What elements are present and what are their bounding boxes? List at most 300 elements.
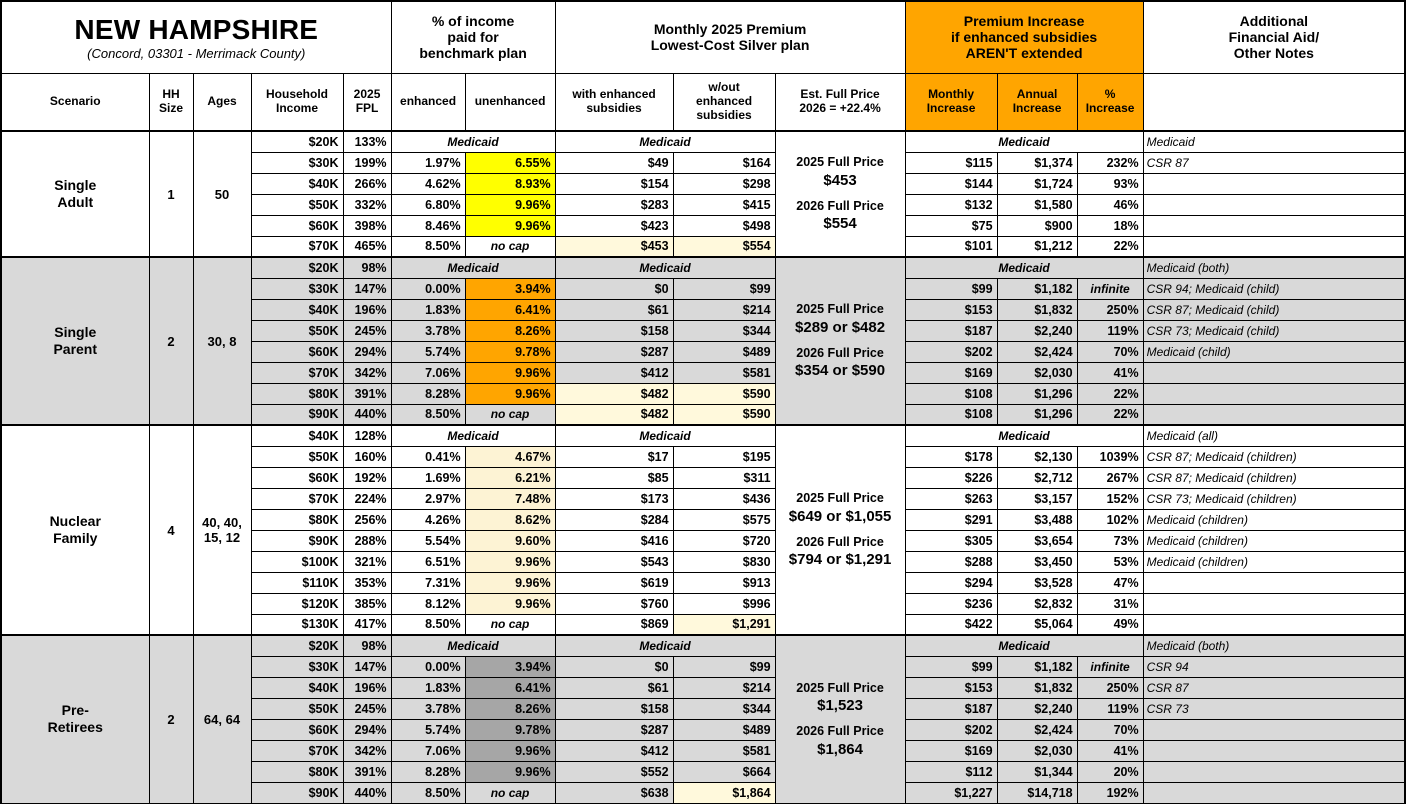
cell-additional-notes: Medicaid (both) (1143, 257, 1405, 278)
cell-unenhanced-pct: 9.96% (465, 194, 555, 215)
cell-annual-increase: $1,212 (997, 236, 1077, 257)
cell-monthly-increase: $112 (905, 761, 997, 782)
cell-additional-notes: CSR 73; Medicaid (child) (1143, 320, 1405, 341)
cell-enhanced-pct: 1.83% (391, 677, 465, 698)
cell-household-income: $70K (251, 488, 343, 509)
cell-premium-with-subsidies: $619 (555, 572, 673, 593)
cell-household-income: $100K (251, 551, 343, 572)
cell-fpl: 98% (343, 257, 391, 278)
cell-fpl: 160% (343, 446, 391, 467)
cell-additional-notes: CSR 94 (1143, 656, 1405, 677)
cell-premium-without-subsidies: $664 (673, 761, 775, 782)
cell-additional-notes: Medicaid (children) (1143, 530, 1405, 551)
scenario-hh-size: 2 (149, 635, 193, 803)
cell-pct-increase: 46% (1077, 194, 1143, 215)
cell-premium-with-subsidies: $552 (555, 761, 673, 782)
cell-additional-notes: CSR 87; Medicaid (children) (1143, 467, 1405, 488)
cell-pct-increase: 119% (1077, 698, 1143, 719)
cell-medicaid-premium: Medicaid (555, 131, 775, 152)
cell-monthly-increase: $75 (905, 215, 997, 236)
cell-est-full-price: 2025 Full Price $649 or $1,055 2026 Full Price $794 or $1,291 (775, 425, 905, 635)
cell-enhanced-pct: 7.06% (391, 740, 465, 761)
cell-fpl: 196% (343, 677, 391, 698)
cell-monthly-increase: $99 (905, 656, 997, 677)
cell-unenhanced-pct: 9.96% (465, 740, 555, 761)
header-income-pct: % of income paid for benchmark plan (391, 1, 555, 73)
cell-additional-notes: Medicaid (all) (1143, 425, 1405, 446)
cell-unenhanced-pct: 7.48% (465, 488, 555, 509)
cell-household-income: $110K (251, 572, 343, 593)
cell-fpl: 256% (343, 509, 391, 530)
subheader-enhanced: enhanced (391, 73, 465, 131)
cell-fpl: 245% (343, 320, 391, 341)
cell-fpl: 353% (343, 572, 391, 593)
cell-fpl: 199% (343, 152, 391, 173)
cell-household-income: $80K (251, 509, 343, 530)
cell-annual-increase: $14,718 (997, 782, 1077, 803)
cell-annual-increase: $2,240 (997, 320, 1077, 341)
cell-fpl: 321% (343, 551, 391, 572)
cell-pct-increase: 192% (1077, 782, 1143, 803)
cell-pct-increase: 70% (1077, 719, 1143, 740)
cell-household-income: $70K (251, 236, 343, 257)
cell-premium-without-subsidies: $498 (673, 215, 775, 236)
cell-enhanced-pct: 1.97% (391, 152, 465, 173)
cell-premium-with-subsidies: $17 (555, 446, 673, 467)
cell-household-income: $50K (251, 320, 343, 341)
cell-monthly-increase: $132 (905, 194, 997, 215)
cell-premium-without-subsidies: $581 (673, 362, 775, 383)
cell-unenhanced-pct: 9.96% (465, 761, 555, 782)
cell-premium-with-subsidies: $543 (555, 551, 673, 572)
cell-premium-without-subsidies: $99 (673, 656, 775, 677)
cell-medicaid-premium: Medicaid (555, 257, 775, 278)
header-monthly-premium: Monthly 2025 Premium Lowest-Cost Silver plan (555, 1, 905, 73)
cell-household-income: $40K (251, 425, 343, 446)
scenario-name: Single Parent (1, 257, 149, 425)
cell-unenhanced-pct: no cap (465, 614, 555, 635)
subheader-notes (1143, 73, 1405, 131)
cell-annual-increase: $5,064 (997, 614, 1077, 635)
cell-premium-without-subsidies: $996 (673, 593, 775, 614)
cell-premium-with-subsidies: $287 (555, 719, 673, 740)
subheader-unenhanced: unenhanced (465, 73, 555, 131)
cell-household-income: $30K (251, 152, 343, 173)
cell-fpl: 147% (343, 278, 391, 299)
scenario-hh-size: 4 (149, 425, 193, 635)
cell-monthly-increase: $187 (905, 698, 997, 719)
cell-annual-increase: $1,374 (997, 152, 1077, 173)
cell-pct-increase: infinite (1077, 656, 1143, 677)
cell-monthly-increase: $115 (905, 152, 997, 173)
cell-household-income: $30K (251, 278, 343, 299)
cell-fpl: 440% (343, 404, 391, 425)
cell-household-income: $40K (251, 677, 343, 698)
cell-household-income: $30K (251, 656, 343, 677)
cell-pct-increase: 102% (1077, 509, 1143, 530)
cell-fpl: 224% (343, 488, 391, 509)
cell-premium-with-subsidies: $284 (555, 509, 673, 530)
table-row (1, 131, 1405, 152)
cell-additional-notes: CSR 87 (1143, 677, 1405, 698)
cell-household-income: $60K (251, 719, 343, 740)
subheader-monthly-increase: Monthly Increase (905, 73, 997, 131)
cell-fpl: 391% (343, 761, 391, 782)
cell-fpl: 196% (343, 299, 391, 320)
cell-pct-increase: 20% (1077, 761, 1143, 782)
cell-additional-notes: CSR 87; Medicaid (children) (1143, 446, 1405, 467)
subheader-with-subsidies: with enhanced subsidies (555, 73, 673, 131)
cell-fpl: 417% (343, 614, 391, 635)
cell-premium-without-subsidies: $720 (673, 530, 775, 551)
cell-monthly-increase: $305 (905, 530, 997, 551)
cell-household-income: $40K (251, 173, 343, 194)
cell-additional-notes (1143, 740, 1405, 761)
cell-monthly-increase: $169 (905, 362, 997, 383)
cell-additional-notes: CSR 94; Medicaid (child) (1143, 278, 1405, 299)
cell-annual-increase: $2,712 (997, 467, 1077, 488)
header-additional-notes: Additional Financial Aid/ Other Notes (1143, 1, 1405, 73)
cell-premium-with-subsidies: $283 (555, 194, 673, 215)
cell-medicaid-increase: Medicaid (905, 425, 1143, 446)
cell-pct-increase: 49% (1077, 614, 1143, 635)
cell-additional-notes (1143, 236, 1405, 257)
cell-enhanced-pct: 7.06% (391, 362, 465, 383)
cell-household-income: $90K (251, 530, 343, 551)
cell-additional-notes (1143, 404, 1405, 425)
cell-premium-without-subsidies: $1,291 (673, 614, 775, 635)
cell-monthly-increase: $178 (905, 446, 997, 467)
title-block (1, 1, 391, 73)
cell-fpl: 133% (343, 131, 391, 152)
cell-unenhanced-pct: 3.94% (465, 656, 555, 677)
cell-premium-with-subsidies: $869 (555, 614, 673, 635)
cell-pct-increase: 93% (1077, 173, 1143, 194)
cell-pct-increase: 22% (1077, 383, 1143, 404)
cell-premium-with-subsidies: $85 (555, 467, 673, 488)
cell-medicaid-benchmark: Medicaid (391, 635, 555, 656)
cell-household-income: $50K (251, 194, 343, 215)
cell-monthly-increase: $153 (905, 299, 997, 320)
cell-medicaid-increase: Medicaid (905, 131, 1143, 152)
cell-monthly-increase: $1,227 (905, 782, 997, 803)
cell-unenhanced-pct: 8.26% (465, 320, 555, 341)
subheader-household-income: Household Income (251, 73, 343, 131)
cell-medicaid-premium: Medicaid (555, 635, 775, 656)
cell-premium-with-subsidies: $416 (555, 530, 673, 551)
cell-monthly-increase: $101 (905, 236, 997, 257)
cell-pct-increase: 22% (1077, 236, 1143, 257)
cell-est-full-price: 2025 Full Price $1,523 2026 Full Price $1,864 (775, 635, 905, 803)
cell-fpl: 398% (343, 215, 391, 236)
cell-household-income: $60K (251, 215, 343, 236)
cell-additional-notes (1143, 194, 1405, 215)
cell-premium-with-subsidies: $0 (555, 656, 673, 677)
cell-monthly-increase: $144 (905, 173, 997, 194)
cell-unenhanced-pct: 6.41% (465, 677, 555, 698)
cell-unenhanced-pct: no cap (465, 236, 555, 257)
cell-enhanced-pct: 3.78% (391, 698, 465, 719)
cell-monthly-increase: $108 (905, 404, 997, 425)
cell-fpl: 294% (343, 719, 391, 740)
cell-premium-without-subsidies: $489 (673, 719, 775, 740)
cell-additional-notes: CSR 87 (1143, 152, 1405, 173)
cell-premium-without-subsidies: $298 (673, 173, 775, 194)
cell-monthly-increase: $187 (905, 320, 997, 341)
cell-enhanced-pct: 8.28% (391, 383, 465, 404)
cell-unenhanced-pct: 9.96% (465, 593, 555, 614)
cell-unenhanced-pct: 6.21% (465, 467, 555, 488)
cell-household-income: $60K (251, 467, 343, 488)
subheader-pct-increase: % Increase (1077, 73, 1143, 131)
subheader-ages: Ages (193, 73, 251, 131)
cell-premium-with-subsidies: $760 (555, 593, 673, 614)
cell-additional-notes: Medicaid (child) (1143, 341, 1405, 362)
cell-monthly-increase: $202 (905, 341, 997, 362)
cell-household-income: $80K (251, 761, 343, 782)
cell-additional-notes (1143, 614, 1405, 635)
header-premium-increase: Premium Increase if enhanced subsidies AREN'T extended (905, 1, 1143, 73)
cell-premium-without-subsidies: $99 (673, 278, 775, 299)
scenario-name: Nuclear Family (1, 425, 149, 635)
cell-premium-without-subsidies: $830 (673, 551, 775, 572)
cell-annual-increase: $1,832 (997, 299, 1077, 320)
cell-unenhanced-pct: 9.78% (465, 719, 555, 740)
cell-unenhanced-pct: 4.67% (465, 446, 555, 467)
cell-est-full-price: 2025 Full Price $289 or $482 2026 Full Price $354 or $590 (775, 257, 905, 425)
cell-unenhanced-pct: 9.60% (465, 530, 555, 551)
cell-medicaid-increase: Medicaid (905, 257, 1143, 278)
cell-pct-increase: 1039% (1077, 446, 1143, 467)
cell-pct-increase: 232% (1077, 152, 1143, 173)
cell-annual-increase: $1,724 (997, 173, 1077, 194)
cell-monthly-increase: $99 (905, 278, 997, 299)
cell-unenhanced-pct: 6.41% (465, 299, 555, 320)
cell-premium-with-subsidies: $482 (555, 383, 673, 404)
cell-medicaid-benchmark: Medicaid (391, 425, 555, 446)
cell-household-income: $90K (251, 404, 343, 425)
cell-annual-increase: $2,240 (997, 698, 1077, 719)
cell-annual-increase: $3,157 (997, 488, 1077, 509)
cell-monthly-increase: $169 (905, 740, 997, 761)
cell-unenhanced-pct: 8.62% (465, 509, 555, 530)
cell-premium-without-subsidies: $311 (673, 467, 775, 488)
cell-medicaid-premium: Medicaid (555, 425, 775, 446)
cell-unenhanced-pct: no cap (465, 404, 555, 425)
cell-household-income: $80K (251, 383, 343, 404)
cell-enhanced-pct: 2.97% (391, 488, 465, 509)
cell-premium-without-subsidies: $581 (673, 740, 775, 761)
cell-premium-without-subsidies: $913 (673, 572, 775, 593)
cell-enhanced-pct: 7.31% (391, 572, 465, 593)
cell-fpl: 342% (343, 740, 391, 761)
cell-premium-with-subsidies: $0 (555, 278, 673, 299)
scenario-ages: 30, 8 (193, 257, 251, 425)
cell-premium-with-subsidies: $423 (555, 215, 673, 236)
cell-annual-increase: $3,528 (997, 572, 1077, 593)
subheader-hh-size: HH Size (149, 73, 193, 131)
cell-enhanced-pct: 8.50% (391, 236, 465, 257)
cell-additional-notes: Medicaid (children) (1143, 551, 1405, 572)
cell-premium-without-subsidies: $344 (673, 698, 775, 719)
cell-premium-without-subsidies: $1,864 (673, 782, 775, 803)
cell-monthly-increase: $263 (905, 488, 997, 509)
cell-premium-with-subsidies: $482 (555, 404, 673, 425)
cell-annual-increase: $1,296 (997, 383, 1077, 404)
cell-medicaid-increase: Medicaid (905, 635, 1143, 656)
cell-fpl: 192% (343, 467, 391, 488)
cell-premium-with-subsidies: $173 (555, 488, 673, 509)
cell-fpl: 385% (343, 593, 391, 614)
cell-enhanced-pct: 8.50% (391, 614, 465, 635)
cell-premium-without-subsidies: $344 (673, 320, 775, 341)
scenario-ages: 40, 40, 15, 12 (193, 425, 251, 635)
cell-annual-increase: $1,296 (997, 404, 1077, 425)
cell-enhanced-pct: 0.00% (391, 656, 465, 677)
cell-pct-increase: infinite (1077, 278, 1143, 299)
cell-enhanced-pct: 3.78% (391, 320, 465, 341)
cell-fpl: 98% (343, 635, 391, 656)
cell-fpl: 465% (343, 236, 391, 257)
cell-pct-increase: 73% (1077, 530, 1143, 551)
cell-enhanced-pct: 1.69% (391, 467, 465, 488)
subheader-scenario: Scenario (1, 73, 149, 131)
cell-premium-with-subsidies: $287 (555, 341, 673, 362)
cell-premium-without-subsidies: $590 (673, 383, 775, 404)
cell-annual-increase: $2,424 (997, 341, 1077, 362)
cell-pct-increase: 119% (1077, 320, 1143, 341)
cell-fpl: 342% (343, 362, 391, 383)
cell-pct-increase: 31% (1077, 593, 1143, 614)
cell-annual-increase: $1,344 (997, 761, 1077, 782)
cell-additional-notes (1143, 572, 1405, 593)
scenario-hh-size: 1 (149, 131, 193, 257)
cell-premium-without-subsidies: $164 (673, 152, 775, 173)
cell-annual-increase: $1,580 (997, 194, 1077, 215)
cell-medicaid-benchmark: Medicaid (391, 257, 555, 278)
cell-monthly-increase: $108 (905, 383, 997, 404)
cell-enhanced-pct: 1.83% (391, 299, 465, 320)
cell-enhanced-pct: 5.74% (391, 719, 465, 740)
table-row (1, 635, 1405, 656)
cell-fpl: 147% (343, 656, 391, 677)
cell-annual-increase: $2,424 (997, 719, 1077, 740)
cell-annual-increase: $3,488 (997, 509, 1077, 530)
cell-additional-notes: Medicaid (1143, 131, 1405, 152)
cell-premium-with-subsidies: $158 (555, 320, 673, 341)
cell-monthly-increase: $291 (905, 509, 997, 530)
cell-premium-without-subsidies: $195 (673, 446, 775, 467)
subheader-fpl: 2025 FPL (343, 73, 391, 131)
cell-unenhanced-pct: 9.96% (465, 551, 555, 572)
cell-annual-increase: $1,832 (997, 677, 1077, 698)
subheader-without-subsidies: w/out enhanced subsidies (673, 73, 775, 131)
cell-premium-without-subsidies: $415 (673, 194, 775, 215)
cell-monthly-increase: $153 (905, 677, 997, 698)
cell-pct-increase: 250% (1077, 299, 1143, 320)
cell-unenhanced-pct: 9.96% (465, 383, 555, 404)
location-subtitle: (Concord, 03301 - Merrimack County) (87, 45, 306, 61)
cell-additional-notes: CSR 87; Medicaid (child) (1143, 299, 1405, 320)
cell-fpl: 294% (343, 341, 391, 362)
cell-fpl: 440% (343, 782, 391, 803)
cell-fpl: 128% (343, 425, 391, 446)
cell-premium-with-subsidies: $61 (555, 677, 673, 698)
cell-household-income: $120K (251, 593, 343, 614)
cell-pct-increase: 267% (1077, 467, 1143, 488)
cell-enhanced-pct: 5.54% (391, 530, 465, 551)
cell-household-income: $20K (251, 257, 343, 278)
cell-monthly-increase: $226 (905, 467, 997, 488)
cell-monthly-increase: $202 (905, 719, 997, 740)
cell-premium-without-subsidies: $489 (673, 341, 775, 362)
cell-household-income: $50K (251, 698, 343, 719)
cell-annual-increase: $2,832 (997, 593, 1077, 614)
cell-enhanced-pct: 8.28% (391, 761, 465, 782)
table-row (1, 425, 1405, 446)
cell-enhanced-pct: 8.50% (391, 404, 465, 425)
cell-premium-with-subsidies: $453 (555, 236, 673, 257)
cell-pct-increase: 53% (1077, 551, 1143, 572)
cell-additional-notes: Medicaid (both) (1143, 635, 1405, 656)
scenario-ages: 50 (193, 131, 251, 257)
cell-premium-without-subsidies: $554 (673, 236, 775, 257)
cell-household-income: $20K (251, 635, 343, 656)
cell-additional-notes (1143, 782, 1405, 803)
cell-premium-with-subsidies: $49 (555, 152, 673, 173)
cell-additional-notes (1143, 215, 1405, 236)
cell-unenhanced-pct: 9.96% (465, 215, 555, 236)
subheader-annual-increase: Annual Increase (997, 73, 1077, 131)
scenario-name: Single Adult (1, 131, 149, 257)
cell-additional-notes (1143, 593, 1405, 614)
cell-premium-without-subsidies: $436 (673, 488, 775, 509)
cell-pct-increase: 18% (1077, 215, 1143, 236)
cell-enhanced-pct: 8.46% (391, 215, 465, 236)
cell-fpl: 266% (343, 173, 391, 194)
scenario-ages: 64, 64 (193, 635, 251, 803)
scenario-hh-size: 2 (149, 257, 193, 425)
cell-pct-increase: 70% (1077, 341, 1143, 362)
cell-enhanced-pct: 8.12% (391, 593, 465, 614)
cell-annual-increase: $1,182 (997, 278, 1077, 299)
cell-premium-with-subsidies: $638 (555, 782, 673, 803)
cell-additional-notes: CSR 73 (1143, 698, 1405, 719)
cell-monthly-increase: $294 (905, 572, 997, 593)
subheader-est-full-price: Est. Full Price 2026 = +22.4% (775, 73, 905, 131)
table-row (1, 257, 1405, 278)
cell-enhanced-pct: 5.74% (391, 341, 465, 362)
cell-additional-notes (1143, 173, 1405, 194)
cell-pct-increase: 22% (1077, 404, 1143, 425)
cell-household-income: $130K (251, 614, 343, 635)
cell-premium-with-subsidies: $61 (555, 299, 673, 320)
cell-fpl: 245% (343, 698, 391, 719)
cell-household-income: $50K (251, 446, 343, 467)
cell-fpl: 288% (343, 530, 391, 551)
cell-pct-increase: 47% (1077, 572, 1143, 593)
cell-fpl: 391% (343, 383, 391, 404)
cell-enhanced-pct: 8.50% (391, 782, 465, 803)
cell-premium-with-subsidies: $154 (555, 173, 673, 194)
cell-household-income: $70K (251, 740, 343, 761)
cell-annual-increase: $900 (997, 215, 1077, 236)
cell-unenhanced-pct: 3.94% (465, 278, 555, 299)
cell-annual-increase: $3,654 (997, 530, 1077, 551)
cell-additional-notes (1143, 719, 1405, 740)
cell-household-income: $60K (251, 341, 343, 362)
cell-monthly-increase: $422 (905, 614, 997, 635)
